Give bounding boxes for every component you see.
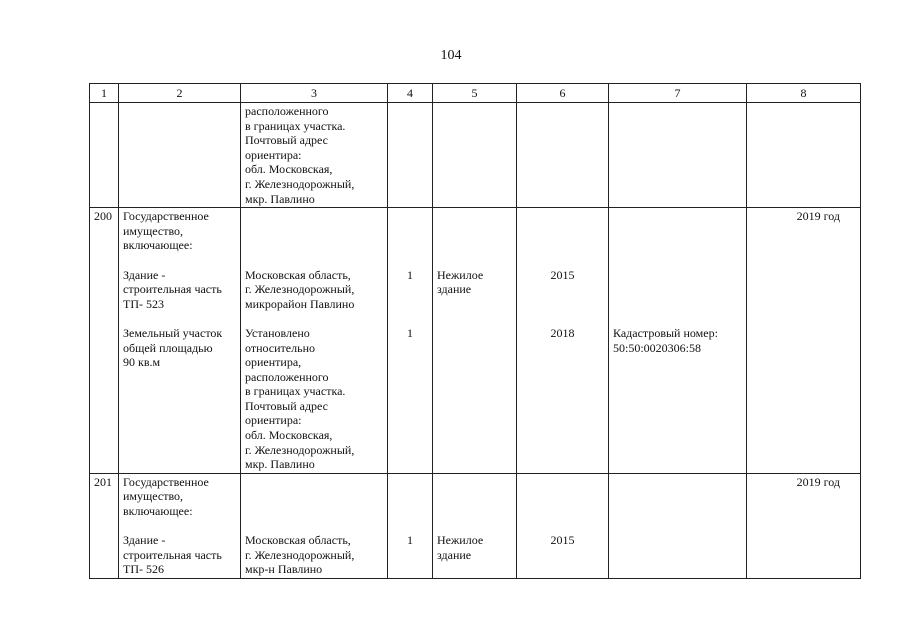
header-cell: 5 xyxy=(433,84,517,103)
spacer xyxy=(521,519,604,534)
address-line: Московская область, xyxy=(245,533,351,548)
spacer xyxy=(613,209,742,224)
spacer xyxy=(392,562,428,577)
address-line: мкр-н Павлино xyxy=(245,562,323,577)
spacer xyxy=(521,384,604,399)
property-registry-table xyxy=(89,83,861,579)
quantity-cell xyxy=(388,208,433,474)
row-number-cell xyxy=(90,473,119,578)
spacer xyxy=(245,519,383,534)
spacer xyxy=(437,504,512,519)
spacer xyxy=(123,370,236,385)
continuation-row xyxy=(90,103,861,208)
spacer xyxy=(123,457,236,472)
spacer xyxy=(437,341,512,356)
header-cell: 4 xyxy=(388,84,433,103)
item-name-line: строительная часть xyxy=(123,282,222,297)
spacer xyxy=(123,311,236,326)
spacer xyxy=(392,399,428,414)
group-title-line: имущество, xyxy=(123,223,184,238)
spacer xyxy=(392,238,428,253)
header-cell: 8 xyxy=(747,84,861,103)
spacer xyxy=(245,504,383,519)
spacer xyxy=(392,224,428,239)
address-line: ориентира, xyxy=(245,355,302,370)
header-cell: 7 xyxy=(609,84,747,103)
item-name-line: Здание - xyxy=(123,267,166,282)
item-name-line: Здание - xyxy=(123,533,166,548)
header-cell: 2 xyxy=(119,84,241,103)
item-name-line: ТП- 526 xyxy=(123,562,164,577)
spacer xyxy=(521,443,604,458)
spacer xyxy=(245,475,383,490)
address-line: г. Железнодорожный, xyxy=(245,442,355,457)
spacer xyxy=(392,413,428,428)
address-line: обл. Московская, xyxy=(245,428,333,443)
spacer xyxy=(521,282,604,297)
spacer xyxy=(392,311,428,326)
year-built-cell xyxy=(517,103,609,208)
spacer xyxy=(521,413,604,428)
item-name-line: Земельный участок xyxy=(123,325,223,340)
spacer xyxy=(521,457,604,472)
spacer xyxy=(245,209,383,224)
spacer xyxy=(437,489,512,504)
group-title-line: Государственное xyxy=(123,474,209,489)
spacer xyxy=(123,253,236,268)
spacer xyxy=(437,562,512,577)
table-row xyxy=(90,473,861,578)
spacer xyxy=(521,548,604,563)
spacer xyxy=(437,297,512,312)
spacer xyxy=(613,370,742,385)
spacer xyxy=(613,457,742,472)
table-row xyxy=(90,208,861,474)
page-number: 104 xyxy=(440,48,462,63)
address-line: Московская область, xyxy=(245,267,351,282)
spacer xyxy=(245,489,383,504)
spacer xyxy=(437,399,512,414)
quantity-cell xyxy=(388,473,433,578)
address-line: мкр. Павлино xyxy=(245,457,315,472)
row-number: 200 xyxy=(94,209,112,224)
cadastral-cell xyxy=(609,208,747,474)
spacer xyxy=(392,504,428,519)
quantity: 1 xyxy=(407,325,413,340)
spacer xyxy=(437,355,512,370)
spacer xyxy=(245,238,383,253)
spacer xyxy=(123,519,236,534)
type-cell xyxy=(433,208,517,474)
quantity-cell xyxy=(388,103,433,208)
address-line: в границах участка. xyxy=(245,384,346,399)
year-built: 2015 xyxy=(550,267,575,282)
spacer xyxy=(613,533,742,548)
row-number-cell xyxy=(90,208,119,474)
spacer xyxy=(437,475,512,490)
cadastral-cell xyxy=(609,473,747,578)
row-number: 201 xyxy=(94,474,112,489)
spacer xyxy=(437,413,512,428)
spacer xyxy=(613,311,742,326)
group-title-line: включающее: xyxy=(123,238,193,253)
spacer xyxy=(521,489,604,504)
spacer xyxy=(613,297,742,312)
address-line: обл. Московская, xyxy=(245,162,333,177)
spacer xyxy=(613,489,742,504)
year-cell xyxy=(747,473,861,578)
year-built-cell xyxy=(517,208,609,474)
spacer xyxy=(245,311,383,326)
spacer xyxy=(245,253,383,268)
year-built-cell xyxy=(517,473,609,578)
spacer xyxy=(392,443,428,458)
registration-year: 2019 год xyxy=(796,474,840,489)
spacer xyxy=(123,399,236,414)
spacer xyxy=(437,384,512,399)
spacer xyxy=(521,475,604,490)
registration-year: 2019 год xyxy=(796,209,840,224)
spacer xyxy=(123,413,236,428)
item-name-line: ТП- 523 xyxy=(123,296,164,311)
spacer xyxy=(392,548,428,563)
address-line: относительно xyxy=(245,340,316,355)
spacer xyxy=(521,370,604,385)
spacer xyxy=(613,504,742,519)
spacer xyxy=(521,209,604,224)
name-cell xyxy=(119,208,241,474)
spacer xyxy=(613,443,742,458)
spacer xyxy=(521,428,604,443)
spacer xyxy=(613,399,742,414)
spacer xyxy=(613,384,742,399)
spacer xyxy=(392,457,428,472)
year-built: 2015 xyxy=(550,533,575,548)
spacer xyxy=(437,428,512,443)
spacer xyxy=(392,475,428,490)
spacer xyxy=(613,253,742,268)
spacer xyxy=(521,311,604,326)
cadastral-line: 50:50:0020306:58 xyxy=(613,340,702,355)
spacer xyxy=(392,428,428,443)
year-cell xyxy=(747,208,861,474)
item-type-line: здание xyxy=(437,547,472,562)
spacer xyxy=(392,519,428,534)
address-line: расположенного xyxy=(245,104,329,118)
header-cell: 6 xyxy=(517,84,609,103)
spacer xyxy=(613,238,742,253)
address-line: Почтовый адрес xyxy=(245,398,329,413)
address-line: мкр. Павлино xyxy=(245,191,315,206)
spacer xyxy=(437,253,512,268)
address-line: Установлено xyxy=(245,325,310,340)
year-cell xyxy=(747,103,861,208)
address-line: ориентира: xyxy=(245,413,302,428)
address-line: г. Железнодорожный, xyxy=(245,176,355,191)
item-name-line: строительная часть xyxy=(123,547,222,562)
spacer xyxy=(521,238,604,253)
address-cell xyxy=(241,473,388,578)
spacer xyxy=(521,504,604,519)
type-cell xyxy=(433,473,517,578)
address-line: ориентира: xyxy=(245,147,302,162)
spacer xyxy=(392,370,428,385)
address-line: расположенного xyxy=(245,369,329,384)
spacer xyxy=(521,341,604,356)
spacer xyxy=(437,326,512,341)
spacer xyxy=(392,297,428,312)
item-type-line: здание xyxy=(437,282,472,297)
spacer xyxy=(123,443,236,458)
header-cell: 1 xyxy=(90,84,119,103)
spacer xyxy=(437,519,512,534)
group-title-line: имущество, xyxy=(123,489,184,504)
table-header-row xyxy=(90,84,861,103)
group-title-line: включающее: xyxy=(123,504,193,519)
spacer xyxy=(613,475,742,490)
type-cell xyxy=(433,103,517,208)
quantity: 1 xyxy=(407,533,413,548)
cadastral-cell xyxy=(609,103,747,208)
item-type-line: Нежилое xyxy=(437,533,484,548)
name-cell xyxy=(119,103,241,208)
item-type-line: Нежилое xyxy=(437,267,484,282)
item-name-line: общей площадью xyxy=(123,340,213,355)
row-number-cell xyxy=(90,103,119,208)
spacer xyxy=(613,268,742,283)
spacer xyxy=(437,238,512,253)
spacer xyxy=(437,224,512,239)
spacer xyxy=(437,209,512,224)
spacer xyxy=(392,209,428,224)
spacer xyxy=(521,297,604,312)
spacer xyxy=(392,384,428,399)
spacer xyxy=(521,355,604,370)
spacer xyxy=(613,282,742,297)
spacer xyxy=(392,282,428,297)
cadastral-line: Кадастровый номер: xyxy=(613,325,718,340)
spacer xyxy=(613,413,742,428)
address-cell xyxy=(241,208,388,474)
spacer xyxy=(613,548,742,563)
header-cell: 3 xyxy=(241,84,388,103)
spacer xyxy=(392,253,428,268)
group-title-line: Государственное xyxy=(123,209,209,224)
spacer xyxy=(613,224,742,239)
address-line: г. Железнодорожный, xyxy=(245,282,355,297)
spacer xyxy=(392,341,428,356)
spacer xyxy=(245,224,383,239)
spacer xyxy=(521,562,604,577)
address-cell xyxy=(241,103,388,208)
spacer xyxy=(613,519,742,534)
spacer xyxy=(613,428,742,443)
spacer xyxy=(437,370,512,385)
year-built: 2018 xyxy=(550,325,575,340)
spacer xyxy=(437,457,512,472)
spacer xyxy=(123,384,236,399)
address-line: Почтовый адрес xyxy=(245,133,329,148)
spacer xyxy=(123,428,236,443)
spacer xyxy=(613,355,742,370)
address-line: микрорайон Павлино xyxy=(245,296,355,311)
spacer xyxy=(521,399,604,414)
address-line: г. Железнодорожный, xyxy=(245,547,355,562)
spacer xyxy=(437,443,512,458)
spacer xyxy=(392,355,428,370)
item-name-line: 90 кв.м xyxy=(123,355,161,370)
quantity: 1 xyxy=(407,267,413,282)
spacer xyxy=(521,224,604,239)
name-cell xyxy=(119,473,241,578)
spacer xyxy=(521,253,604,268)
spacer xyxy=(437,311,512,326)
spacer xyxy=(392,489,428,504)
address-line: в границах участка. xyxy=(245,118,346,133)
spacer xyxy=(613,562,742,577)
